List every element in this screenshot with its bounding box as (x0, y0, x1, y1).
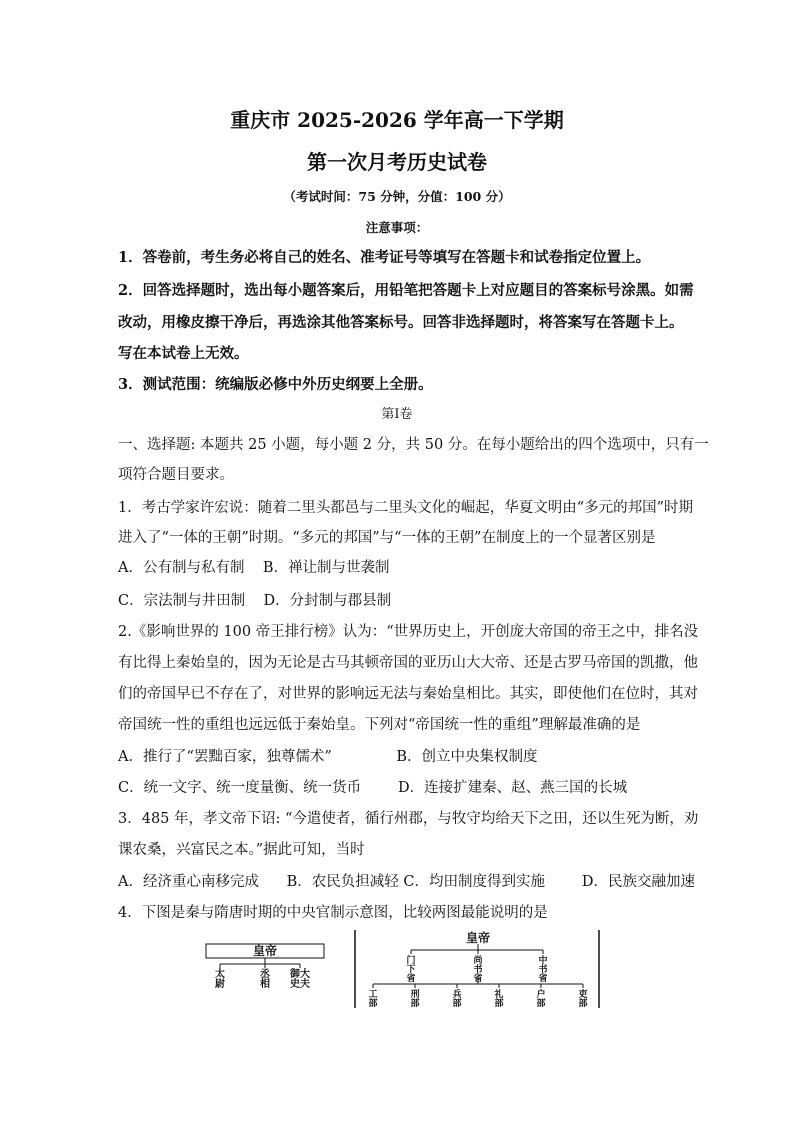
sui-tang-ministry-label: 礼部 (494, 990, 504, 1009)
question-1-stem: 1．考古学家许宏说：随着二里头都邑与二里头文化的崛起，华夏文明由“多元的邦国”时期 (118, 500, 694, 516)
question-1-options: C．宗法制与井田制 D．分封制与郡县制 (118, 593, 392, 609)
sui-tang-ministry-label: 兵部 (452, 990, 462, 1009)
question-2-stem: 2.《影响世界的 100 帝王排行榜》认为：“世界历史上，开创庞大帝国的帝王之中，排名没 (118, 624, 699, 640)
question-3-stem: 3．485 年，孝文帝下诏: “今遣使者，循行州郡，与牧守均给天下之田，还以生死为断，劝 (118, 811, 699, 827)
qin-office-label: 御史大夫 (290, 969, 310, 990)
question-1-stem: 进入了“一体的王朝”时期。“多元的邦国”与“一体的王朝”在制度上的一个显著区别是 (118, 530, 656, 546)
exam-title-line1: 重庆市 2025-2026 学年高一下学期 (230, 108, 564, 132)
sui-tang-province-label: 尚书省 (473, 956, 483, 984)
question-2-options: A．推行了“罢黜百家，独尊儒术” B．创立中央集权制度 (118, 749, 538, 765)
qin-office-label: 太尉 (215, 969, 225, 990)
exam-info: （考试时间：75 分钟，分值：100 分） (283, 189, 511, 204)
question-2-stem: 帝国统一性的重组也远远低于秦始皇。下列对“帝国统一性的重组”理解最准确的是 (118, 717, 641, 733)
sui-tang-ministry-label: 吏部 (578, 990, 588, 1009)
sui-tang-emperor-label: 皇帝 (465, 931, 491, 945)
question-2-options: C．统一文字、统一度量衡、统一货币 D．连接扩建秦、赵、燕三国的长城 (118, 780, 628, 796)
qin-emperor-label: 皇帝 (252, 944, 278, 958)
sui-tang-official-diagram (353, 930, 603, 1010)
notice-item: 2．回答选择题时，选出每小题答案后，用铅笔把答题卡上对应题目的答案标号涂黑。如需 (118, 282, 694, 299)
exam-title-line2: 第一次月考历史试卷 (307, 150, 487, 174)
qin-official-diagram (200, 940, 330, 1002)
question-1-options: A．公有制与私有制 B．禅让制与世袭制 (118, 560, 390, 576)
notice-item: 1．答卷前，考生务必将自己的姓名、准考证号等填写在答题卡和试卷指定位置上。 (118, 249, 651, 266)
question-3-options: A．经济重心南移完成 B．农民负担减轻 C．均田制度得到实施 D．民族交融加速 (118, 874, 695, 890)
notice-item: 改动，用橡皮擦干净后，再选涂其他答案标号。回答非选择题时，将答案写在答题卡上。 (118, 314, 684, 331)
notice-item: 写在本试卷上无效。 (118, 345, 249, 362)
sui-tang-ministry-label: 刑部 (410, 990, 420, 1009)
notice-heading: 注意事项： (365, 220, 429, 235)
question-4-stem: 4．下图是秦与隋唐时期的中央官制示意图，比较两图最能说明的是 (118, 905, 548, 921)
sui-tang-ministry-label: 工部 (368, 990, 378, 1009)
sui-tang-province-label: 中书省 (538, 956, 548, 984)
volume-heading: 第Ⅰ卷 (381, 407, 413, 422)
section-intro: 一、选择题: 本题共 25 小题，每小题 2 分，共 50 分。在每小题给出的四个选项中，只有一 (118, 437, 709, 453)
section-intro: 项符合题目要求。 (118, 467, 234, 483)
question-2-stem: 有比得上秦始皇的，因为无论是古马其顿帝国的亚历山大大帝、还是古罗马帝国的凯撒，他 (118, 655, 698, 671)
sui-tang-province-label: 门下省 (406, 956, 416, 984)
question-2-stem: 们的帝国早已不存在了，对世界的影响远无法与秦始皇相比。其实，即使他们在位时，其对 (118, 686, 698, 702)
qin-office-label: 丞相 (260, 969, 270, 990)
sui-tang-ministry-label: 户部 (536, 990, 546, 1009)
notice-item: 3．测试范围：统编版必修中外历史纲要上全册。 (118, 376, 433, 393)
question-3-stem: 课农桑，兴富民之本。”据此可知，当时 (118, 842, 365, 858)
